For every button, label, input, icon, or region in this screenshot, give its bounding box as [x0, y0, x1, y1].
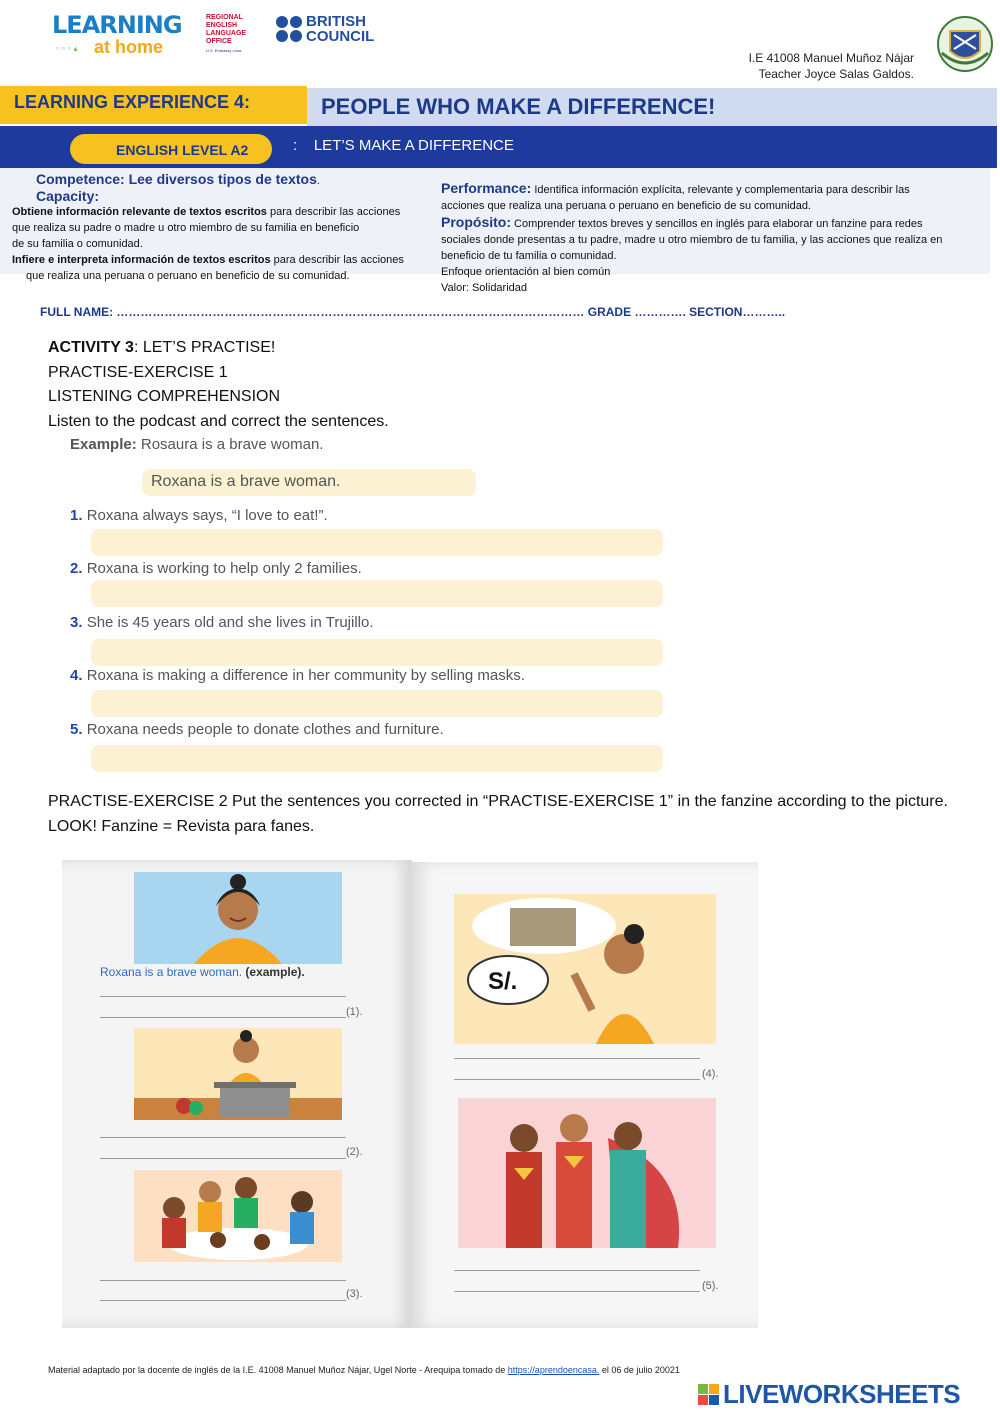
- answer-input-5[interactable]: [91, 745, 663, 772]
- footer-text: Material adaptado por la docente de inglés de la I.E. 41008 Manuel Muñoz Nájar, Ugel Norte - Arequipa tomado de: [48, 1365, 508, 1375]
- competence-right: [441, 180, 971, 296]
- example-label: Example:: [70, 436, 137, 453]
- example-sentence: Rosaura is a brave woman.: [136, 436, 324, 453]
- activity-title-bold: ACTIVITY 3: [48, 339, 134, 356]
- school-info: [749, 50, 914, 82]
- fullname-line: FULL NAME: ……………………………………………………………………………………………………… GRADE …………. SECTION………..: [40, 305, 786, 319]
- fanzine-number-3: (3).: [346, 1288, 363, 1300]
- item-number: 2.: [70, 560, 83, 577]
- list-item: [70, 560, 362, 577]
- example-answer: Roxana is a brave woman.: [151, 473, 341, 490]
- capacity-2-bold: Infiere e interpreta información de textos escritos: [12, 254, 271, 266]
- purpose-line2: sociales donde presentas a tu padre, madre u otro miembro de tu familia, y las acciones que realiza en: [441, 234, 943, 246]
- liveworksheets-grid-icon: [698, 1384, 719, 1405]
- bc-line2: COUNCIL: [306, 28, 375, 45]
- item-text: Roxana always says, “I love to eat!”.: [86, 507, 328, 524]
- capacity-label: Capacity:: [36, 188, 100, 204]
- logo-learning-text: LEARNING: [52, 11, 182, 39]
- performance-line2: acciones que realiza una peruana o peruano en beneficio de su comunidad.: [441, 200, 811, 212]
- teacher-name: Teacher Joyce Salas Galdos.: [758, 67, 914, 81]
- fanzine-blank-line[interactable]: [454, 1058, 700, 1059]
- purpose-text: Comprender textos breves y sencillos en inglés para elaborar un fanzine para redes: [511, 218, 923, 230]
- capacity-2-rest: para describir las acciones: [270, 254, 404, 266]
- subtitle-text: LET’S MAKE A DIFFERENCE: [313, 137, 514, 154]
- purpose-line3: beneficio de tu familia o comunidad.: [441, 250, 617, 262]
- fanzine-left-page: [62, 860, 412, 1328]
- footer-date: el 06 de julio 20021: [599, 1365, 680, 1375]
- exercise1-label: PRACTISE-EXERCISE 1: [48, 363, 228, 381]
- logo-dots-icon: ▫▫▫▴: [56, 44, 81, 53]
- capacity-1: [12, 204, 442, 220]
- fanzine-blank-line[interactable]: [454, 1291, 700, 1292]
- fanzine-number-1: (1).: [346, 1006, 363, 1018]
- band-separator: :: [293, 137, 298, 154]
- item-number: 4.: [70, 667, 83, 684]
- family-dinner-icon: [134, 1170, 342, 1262]
- purpose-label: Propósito:: [441, 214, 511, 230]
- activity-block: [48, 336, 389, 434]
- fanzine-definition: LOOK! Fanzine = Revista para fanes.: [48, 818, 315, 835]
- list-item: [70, 721, 444, 738]
- level-text: ENGLISH LEVEL A2: [116, 142, 249, 158]
- roxana-portrait-icon: [134, 872, 342, 964]
- capacity-1-line2: que realiza su padre o madre u otro miembro de su familia en beneficio: [12, 222, 360, 234]
- fanzine-caption-tag: (example).: [245, 965, 305, 979]
- item-number: 5.: [70, 721, 83, 738]
- fanzine-blank-line[interactable]: [100, 1280, 346, 1281]
- school-crest-icon: [936, 13, 994, 75]
- fanzine-blank-line[interactable]: [100, 1137, 346, 1138]
- fanzine-example-caption: [100, 965, 305, 979]
- example-line: [70, 436, 323, 453]
- footer-credit: [48, 1365, 680, 1375]
- main-title-bar: [307, 88, 997, 126]
- value-text: Valor: Solidaridad: [441, 282, 528, 294]
- example-answer-box: [142, 469, 476, 496]
- bc-line1: BRITISH: [306, 13, 366, 30]
- list-item: [70, 667, 525, 684]
- fanzine-right-page: [412, 862, 758, 1328]
- answer-input-2[interactable]: [91, 580, 663, 607]
- item-text: Roxana needs people to donate clothes and furniture.: [86, 721, 444, 738]
- performance-label: Performance:: [441, 180, 532, 196]
- liveworksheets-text: LIVEWORKSHEETS: [723, 1379, 961, 1409]
- band-subtitle: [293, 137, 514, 154]
- british-council-dots-icon: [276, 16, 302, 42]
- cooking-scene-icon: [134, 1028, 342, 1120]
- fanzine-number-4: (4).: [702, 1068, 719, 1080]
- main-title: PEOPLE WHO MAKE A DIFFERENCE!: [321, 94, 716, 119]
- competence-left: [12, 171, 442, 284]
- competence-dot: .: [316, 175, 320, 187]
- focus-text: Enfoque orientación al bien común: [441, 266, 611, 278]
- item-number: 3.: [70, 614, 83, 631]
- british-council-logo: [276, 14, 374, 44]
- capacity-1-line3: de su familia o comunidad.: [12, 238, 143, 250]
- logo-at-home-text: at home: [94, 37, 164, 57]
- footer-link[interactable]: https://aprendoencasa.: [507, 1365, 600, 1375]
- relo-subtext: U.S. Embassy Lima: [206, 48, 242, 53]
- activity-title-rest: : LET’S PRACTISE!: [133, 339, 276, 356]
- answer-input-3[interactable]: [91, 639, 663, 666]
- item-text: Roxana is working to help only 2 families.: [86, 560, 362, 577]
- fanzine-number-2: (2).: [346, 1146, 363, 1158]
- capacity-2-line2: que realiza una peruana o peruano en beneficio de su comunidad.: [26, 270, 350, 282]
- learning-experience-title: LEARNING EXPERIENCE 4:: [14, 92, 251, 112]
- instruction-text: Listen to the podcast and correct the sentences.: [48, 412, 389, 430]
- fanzine-book: [62, 860, 760, 1330]
- performance-text: Identifica información explícita, relevante y complementaria para describir las: [531, 184, 910, 196]
- item-number: 1.: [70, 507, 83, 524]
- level-pill: [70, 134, 272, 164]
- answer-input-4[interactable]: [91, 690, 663, 717]
- learning-experience-box: [0, 86, 307, 124]
- relo-logo: [206, 14, 268, 53]
- capacity-1-rest: para describir las acciones: [266, 206, 401, 218]
- competence-label: Competence: Lee diversos tipos de textos: [36, 171, 317, 187]
- fanzine-blank-line[interactable]: [100, 996, 346, 997]
- item-text: Roxana is making a difference in her community by selling masks.: [86, 667, 525, 684]
- listening-label: LISTENING COMPREHENSION: [48, 388, 281, 405]
- fanzine-caption-text: Roxana is a brave woman.: [100, 965, 246, 979]
- liveworksheets-logo: [698, 1379, 960, 1410]
- list-item: [70, 614, 374, 631]
- answer-input-1[interactable]: [91, 529, 663, 556]
- fanzine-blank-line[interactable]: [454, 1079, 700, 1080]
- fanzine-blank-line[interactable]: [100, 1158, 346, 1159]
- list-item: [70, 507, 328, 524]
- exercise2-instruction: PRACTISE-EXERCISE 2 Put the sentences you corrected in “PRACTISE-EXERCISE 1” in the fanzine according to the picture.: [48, 793, 948, 810]
- item-text: She is 45 years old and she lives in Trujillo.: [86, 614, 374, 631]
- school-name: I.E 41008 Manuel Muñoz Nájar: [748, 51, 914, 65]
- capacity-1-bold: Obtiene información relevante de textos escritos: [12, 206, 267, 218]
- capacity-2: [12, 252, 442, 268]
- money-speech-text: S/.: [488, 968, 518, 995]
- fanzine-blank-line[interactable]: [100, 1017, 346, 1018]
- superheroes-icon: [458, 1098, 716, 1248]
- fanzine-blank-line[interactable]: [454, 1270, 700, 1271]
- relo-text: REGIONAL ENGLISH LANGUAGE OFFICE: [206, 14, 247, 45]
- fanzine-blank-line[interactable]: [100, 1300, 346, 1301]
- learning-at-home-logo: [52, 12, 182, 56]
- exercise2-block: [48, 789, 988, 839]
- fanzine-number-5: (5).: [702, 1280, 719, 1292]
